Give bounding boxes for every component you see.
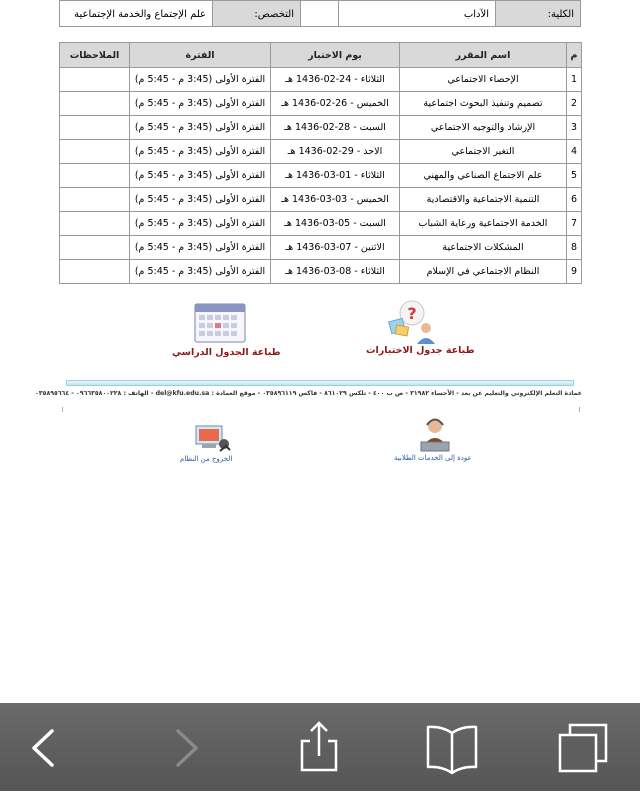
header-num: م <box>567 43 582 68</box>
row-day: الخميس - 26-02-1436 هـ <box>271 92 400 116</box>
operator-icon <box>415 416 455 452</box>
row-num: 9 <box>567 260 582 284</box>
calendar-icon <box>194 302 246 344</box>
header-course: اسم المقرر <box>400 43 567 68</box>
table-row <box>60 188 582 212</box>
row-period: الفترة الأولى (3:45 م - 5:45 م) <box>130 260 271 284</box>
row-period: الفترة الأولى (3:45 م - 5:45 م) <box>130 212 271 236</box>
row-num: 6 <box>567 188 582 212</box>
row-notes <box>60 164 130 188</box>
row-course: الخدمة الاجتماعية ورعاية الشباب <box>400 212 567 236</box>
row-num: 4 <box>567 140 582 164</box>
major-label-cell <box>212 0 301 27</box>
row-notes <box>60 140 130 164</box>
table-row <box>60 92 582 116</box>
tabs-button[interactable] <box>556 703 612 791</box>
college-value: الآداب <box>463 9 489 20</box>
share-icon <box>294 703 344 791</box>
row-notes <box>60 116 130 140</box>
table-row <box>60 140 582 164</box>
header-notes: الملاحظات <box>60 43 130 68</box>
row-day: السبت - 05-03-1436 هـ <box>271 212 400 236</box>
footer-tick <box>579 407 580 412</box>
row-period: الفترة الأولى (3:45 م - 5:45 م) <box>130 140 271 164</box>
table-header-row <box>60 43 582 68</box>
major-label: التخصص: <box>254 9 294 20</box>
footer-contact: عمادة التعلم الإلكتروني والتعليم عن بعد - الأحساء ٣١٩٨٢ - ص ب ٤٠٠ - تلكس ٨٦١٠٢٩ - فاكس ٠٣٥٨٩٦١١٩ - موقع العمادة : del@kfu.edu.sa - الهاتف : ٠٩٦٦٣٥٨٠٠٢٢٨ - ٠٣٥٨٩٥٦٦٤ <box>35 390 582 397</box>
row-num: 7 <box>567 212 582 236</box>
row-period: الفترة الأولى (3:45 م - 5:45 م) <box>130 116 271 140</box>
row-num: 8 <box>567 236 582 260</box>
print-exams-caption: طباعة جدول الاختبارات <box>366 345 475 356</box>
row-num: 2 <box>567 92 582 116</box>
row-course: الإرشاد والتوجيه الاجتماعي <box>400 116 567 140</box>
row-course: التنمية الاجتماعية والاقتصادية <box>400 188 567 212</box>
row-day: الاثنين - 07-03-1436 هـ <box>271 236 400 260</box>
table-row <box>60 260 582 284</box>
row-notes <box>60 92 130 116</box>
student-services-link[interactable] <box>388 414 480 466</box>
table-row <box>60 236 582 260</box>
row-day: الثلاثاء - 01-03-1436 هـ <box>271 164 400 188</box>
row-num: 5 <box>567 164 582 188</box>
row-num: 3 <box>567 116 582 140</box>
blank-cell <box>300 0 339 27</box>
row-period: الفترة الأولى (3:45 م - 5:45 م) <box>130 164 271 188</box>
footer-tick <box>62 407 63 412</box>
row-period: الفترة الأولى (3:45 م - 5:45 م) <box>130 92 271 116</box>
row-course: تصميم وتنفيذ البحوث اجتماعية <box>400 92 567 116</box>
forward-button[interactable] <box>160 703 210 791</box>
browser-toolbar <box>0 703 640 791</box>
row-notes <box>60 236 130 260</box>
row-day: الثلاثاء - 08-03-1436 هـ <box>271 260 400 284</box>
row-course: الإحصاء الاجتماعي <box>400 68 567 92</box>
bookmarks-icon <box>424 703 480 791</box>
share-button[interactable] <box>294 703 344 791</box>
row-period: الفترة الأولى (3:45 م - 5:45 م) <box>130 236 271 260</box>
major-value: علم الإجتماع والخدمة الإجتماعية <box>74 9 206 20</box>
row-day: السبت - 28-02-1436 هـ <box>271 116 400 140</box>
row-day: الثلاثاء - 24-02-1436 هـ <box>271 68 400 92</box>
row-period: الفترة الأولى (3:45 م - 5:45 م) <box>130 68 271 92</box>
table-row <box>60 212 582 236</box>
row-day: الخميس - 03-03-1436 هـ <box>271 188 400 212</box>
forward-icon <box>160 703 210 791</box>
row-notes <box>60 212 130 236</box>
row-course: علم الاجتماع الصناعي والمهني <box>400 164 567 188</box>
table-row <box>60 164 582 188</box>
logout-icon <box>194 422 234 454</box>
college-label: الكلية: <box>547 9 574 20</box>
bookmarks-button[interactable] <box>424 703 480 791</box>
footer-divider <box>66 380 574 386</box>
row-course: التغير الاجتماعي <box>400 140 567 164</box>
row-notes <box>60 188 130 212</box>
row-num: 1 <box>567 68 582 92</box>
tabs-icon <box>556 703 612 791</box>
college-value-cell <box>338 0 496 27</box>
row-notes <box>60 260 130 284</box>
major-value-cell <box>59 0 213 27</box>
back-button[interactable] <box>20 703 70 791</box>
logout-caption: الخروج من النظام <box>180 455 233 463</box>
help-people-icon <box>382 298 442 344</box>
header-period: الفترة <box>130 43 271 68</box>
row-notes <box>60 68 130 92</box>
table-row <box>60 116 582 140</box>
row-course: النظام الاجتماعي في الإسلام <box>400 260 567 284</box>
print-schedule-link[interactable] <box>166 300 281 360</box>
row-course: المشكلات الاجتماعية <box>400 236 567 260</box>
college-label-cell <box>495 0 581 27</box>
logout-link[interactable] <box>176 420 246 466</box>
back-icon <box>20 703 70 791</box>
table-row <box>60 68 582 92</box>
svg-text:?: ? <box>407 304 417 323</box>
student-services-caption: عودة إلى الخدمات الطلابية <box>394 454 472 462</box>
print-schedule-caption: طباعة الجدول الدراسي <box>172 347 281 358</box>
row-day: الاحد - 29-02-1436 هـ <box>271 140 400 164</box>
row-period: الفترة الأولى (3:45 م - 5:45 م) <box>130 188 271 212</box>
header-exam-day: يوم الاختبار <box>271 43 400 68</box>
exam-schedule-table <box>59 42 582 284</box>
print-exams-link[interactable] <box>360 296 475 360</box>
